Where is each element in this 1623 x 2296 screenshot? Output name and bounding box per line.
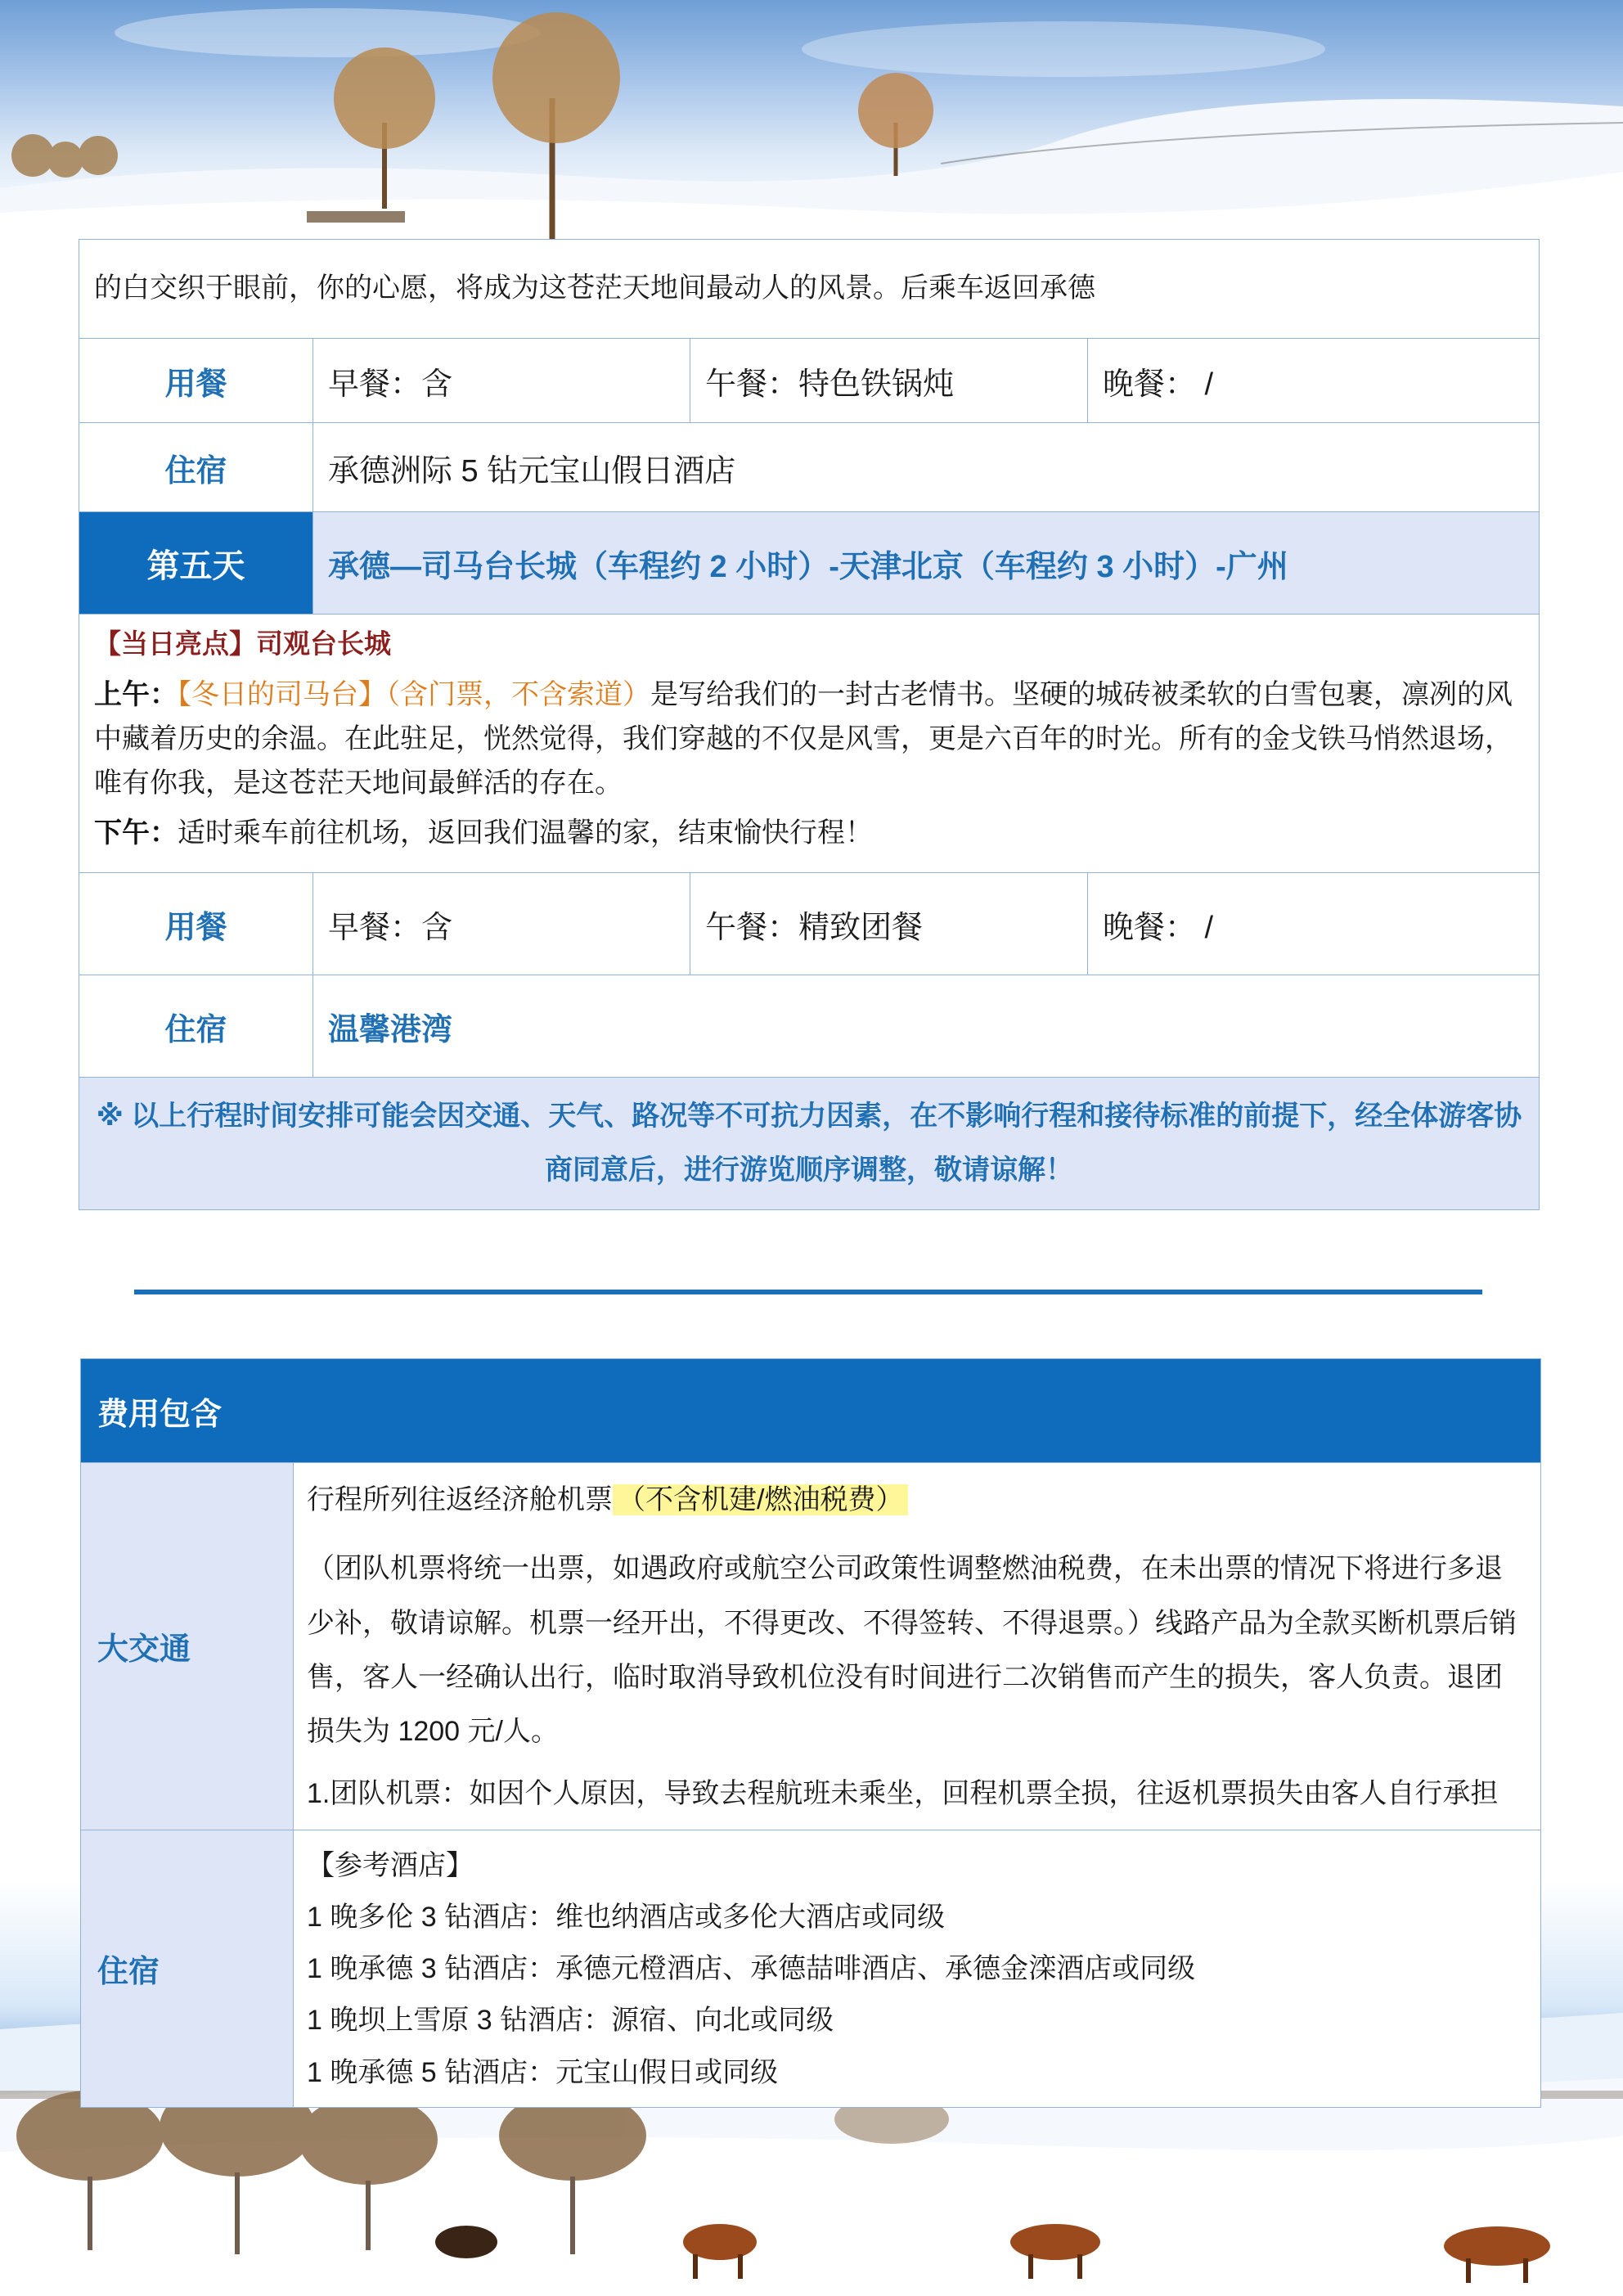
lunch-value: 午餐：精致团餐 [690,873,1088,975]
bare-tree-right [858,73,933,176]
fees-table [80,1358,1541,2108]
day-highlight: 【当日亮点】司观台长城 [94,628,391,659]
hotel-item: 1 晚多伦 3 钻酒店：维也纳酒店或多伦大酒店或同级 [307,1902,946,1934]
stay-label: 住宿 [79,423,313,511]
transport-ticket-text: 行程所列往返经济舱机票 [307,1484,613,1515]
continuation-text: 的白交织于眼前，你的心愿，将成为这苍茫天地间最动人的风景。后乘车返回承德 [94,272,1095,304]
day4-meals-row [79,338,1539,422]
transport-paragraph: （团队机票将统一出票，如遇政府或航空公司政策性调整燃油税费，在未出票的情况下将进行多退少补，敬请谅解。机票一经开出，不得更改、不得签转、不得退票。）线路产品为全款买断机票后销售，客人一经确认出行，临时取消导致机位没有时间进行二次销售而产生的损失，客人负责。退团损失为 1200 元/人。 [307,1553,1517,1748]
itinerary-table [79,239,1540,1210]
breakfast-value: 早餐：含 [313,873,690,975]
day5-header-row [79,511,1539,614]
morning-text: 是写给我们的一封古老情书。坚硬的城砖被柔软的白雪包裹，凛冽的风中藏着历史的余温。在此驻足，恍然觉得，我们穿越的不仅是风雪，更是六百年的时光。所有的金戈铁马悄然退场，唯有你我，是这苍茫天地间最鲜活的存在。 [94,679,1513,799]
transport-rule1: 1.团队机票：如因个人原因，导致去程航班未乘坐，回程机票全损，往返机票损失由客人自行承担 [307,1778,1499,1810]
day5-description-row [79,614,1539,872]
afternoon-label: 下午： [94,817,178,849]
lunch-value: 午餐：特色铁锅炖 [690,339,1088,422]
day4-stay-row [79,422,1539,511]
day5-label: 第五天 [79,512,313,614]
dinner-value: 晚餐： / [1103,910,1214,945]
day5-meals-row [79,872,1539,975]
transport-label: 大交通 [81,1463,294,1830]
morning-paragraph [94,673,1524,805]
reference-hotels-title: 【参考酒店】 [307,1849,474,1881]
breakfast-value: 早餐：含 [313,339,690,422]
dinner-value: 晚餐： / [1103,367,1214,402]
afternoon-text: 适时乘车前往机场，返回我们温馨的家，结束愉快行程！ [178,817,873,849]
transport-tax-note: （不含机建/燃油税费） [613,1484,908,1515]
accommodation-label: 住宿 [81,1830,294,2107]
stay-hotel: 承德洲际 5 钻元宝山假日酒店 [328,453,736,488]
fees-title: 费用包含 [81,1359,1540,1462]
transport-line1 [307,1473,1527,1527]
day5-stay-row [79,975,1539,1077]
morning-attraction: 【冬日的司马台】（含门票，不含索道） [178,680,650,711]
stay-hotel: 温馨港湾 [328,1012,453,1047]
accommodation-content [294,1830,1540,2107]
morning-label: 上午： [94,679,178,711]
stay-label: 住宿 [79,975,313,1077]
notice-row [79,1077,1539,1209]
hotel-item: 1 晚坝上雪原 3 钻酒店：源宿、向北或同级 [307,2005,834,2037]
meals-label: 用餐 [79,873,313,975]
day5-description [79,615,1539,872]
schedule-notice: ※ 以上行程时间安排可能会因交通、天气、路况等不可抗力因素，在不影响行程和接待标准的前提下，经全体游客协商同意后，进行游览顺序调整，敬请谅解！ [79,1078,1539,1209]
accommodation-row [81,1830,1540,2107]
afternoon-paragraph [94,812,1524,856]
hotel-item: 1 晚承德 3 钻酒店：承德元橙酒店、承德喆啡酒店、承德金滦酒店或同级 [307,1953,1196,1985]
day5-route: 承德—司马台长城（车程约 2 小时）-天津北京（车程约 3 小时）-广州 [313,512,1539,614]
section-divider [134,1290,1482,1294]
itinerary-continuation-row [79,240,1539,338]
transport-row [81,1462,1540,1830]
meals-label: 用餐 [79,339,313,422]
hotel-item: 1 晚承德 5 钻酒店：元宝山假日或同级 [307,2056,779,2088]
transport-content [294,1463,1540,1830]
